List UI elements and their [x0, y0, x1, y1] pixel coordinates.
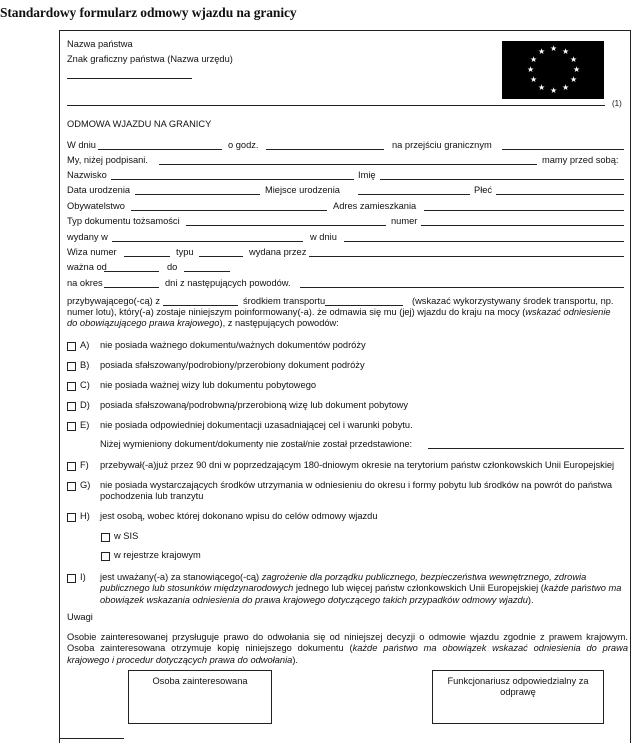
officer-signature-label: Funkcjonariusz odpowiedzialny za odprawę — [447, 676, 589, 698]
birth-date-field[interactable] — [135, 194, 260, 195]
nationality-label: Obywatelstwo — [67, 201, 125, 211]
doc-type-field[interactable] — [186, 225, 386, 226]
visa-number-label: Wiza numer — [67, 247, 117, 257]
reason-h-text: jest osobą, wobec której dokonano wpisu do celów odmowy wjazdu — [100, 511, 378, 521]
reason-g-checkbox[interactable] — [67, 482, 76, 491]
valid-from-label: ważna od — [67, 262, 107, 272]
reason-c-letter: C) — [80, 380, 90, 390]
form-title: ODMOWA WJAZDU NA GRANICY — [67, 119, 212, 129]
reason-b-text: posiada sfałszowany/podrobiony/przerobiony dokument podróży — [100, 360, 365, 370]
reason-c-text: nie posiada ważnej wizy lub dokumentu pobytowego — [100, 380, 317, 390]
we-signed-label: My, niżej podpisani. — [67, 155, 148, 165]
address-label: Adres zamieszkania — [333, 201, 417, 211]
reason-i-checkbox[interactable] — [67, 574, 76, 583]
reason-f-text: przebywał(-a)już przez 90 dni w poprzedzającym 180-dniowym okresie na terytorium państw członkowskich Unii Europejskiej — [100, 460, 615, 470]
reason-e-checkbox[interactable] — [67, 422, 76, 431]
to-field[interactable] — [184, 271, 230, 272]
reason-e-letter: E) — [80, 420, 90, 430]
issued-by-label: wydana przez — [249, 247, 307, 257]
person-signature-label: Osoba zainteresowana — [152, 676, 248, 686]
type-field[interactable] — [199, 256, 243, 257]
reason-g-letter: G) — [80, 480, 91, 490]
issued-in-label: wydany w — [67, 232, 108, 242]
date-label: W dniu — [67, 140, 96, 150]
sex-label: Płeć — [474, 185, 493, 195]
surname-label: Nazwisko — [67, 170, 107, 180]
before-us-label: mamy przed sobą: — [542, 155, 619, 165]
country-name-label: Nazwa państwa — [67, 39, 133, 49]
on-day-label: w dniu — [310, 232, 337, 242]
issued-by-field[interactable] — [309, 256, 624, 257]
reason-a-checkbox[interactable] — [67, 342, 76, 351]
name-field[interactable] — [380, 179, 624, 180]
officer-signature-box[interactable] — [432, 670, 604, 724]
reason-d-checkbox[interactable] — [67, 402, 76, 411]
date-field[interactable] — [98, 149, 222, 150]
crossing-label: na przejściu granicznym — [392, 140, 492, 150]
arrival-paragraph: numer lotu), który(-a) zostaje niniejszym poinformowany(-a). że odmawia się mu (jej) wjazdu do kraju na mocy (wskazać odniesienie do obowiązującego prawa krajowego), z następujących powodów: — [67, 307, 611, 329]
address-field[interactable] — [424, 210, 624, 211]
visa-number-field[interactable] — [124, 256, 170, 257]
footnote-rule — [60, 738, 124, 739]
period-label: na okres — [67, 278, 103, 288]
transport-label: środkiem transportu — [243, 296, 326, 306]
birth-date-label: Data urodzenia — [67, 185, 131, 195]
missing-docs-label: Niżej wymieniony dokument/dokumenty nie został/nie został przedstawione: — [100, 439, 413, 449]
on-day-field[interactable] — [344, 241, 624, 242]
valid-from-field[interactable] — [104, 271, 159, 272]
reason-d-letter: D) — [80, 400, 90, 410]
we-signed-field[interactable] — [159, 164, 537, 165]
appeal-paragraph: Osobie zainteresowanej przysługuje prawo do odwołania się od niniejszej decyzji o odmowie wjazdu zgodnie z prawem krajowym. Osoba zainteresowana otrzymuje kopię niniejszego dokumentu (każde państwo ma obowiązek wskazać odniesienia do prawa krajowego i procedur dotyczących prawa do odwołania). — [67, 632, 628, 665]
header-line — [67, 105, 605, 106]
reason-h-checkbox[interactable] — [67, 513, 76, 522]
reason-d-text: posiada sfałszowaną/podrobwną/przerobioną wizę lub dokument pobytowy — [100, 400, 409, 410]
remarks-label: Uwagi — [67, 612, 93, 622]
time-label: o godz. — [228, 140, 259, 150]
emblem-label: Znak graficzny państwa (Nazwa urzędu) — [67, 54, 233, 64]
reason-f-letter: F) — [80, 460, 89, 470]
reasons-field[interactable] — [300, 287, 624, 288]
birth-place-label: Miejsce urodzenia — [265, 185, 340, 195]
reason-a-text: nie posiada ważnego dokumentu/ważnych dokumentów podróży — [100, 340, 366, 350]
issued-in-field[interactable] — [112, 241, 303, 242]
number-label: numer — [391, 216, 418, 226]
reason-e-text: nie posiada odpowiedniej dokumentacji uzasadniającej cel i warunki pobytu. — [100, 420, 413, 430]
document-title: Standardowy formularz odmowy wjazdu na granicy — [0, 5, 297, 20]
name-label: Imię — [358, 170, 376, 180]
reason-b-letter: B) — [80, 360, 90, 370]
arrival-from-label: przybywającego(-cą) z — [67, 296, 161, 306]
period-field[interactable] — [104, 287, 159, 288]
arrival-from-field[interactable] — [163, 305, 238, 306]
emblem-line — [67, 78, 192, 79]
person-signature-box[interactable] — [128, 670, 272, 724]
sex-field[interactable] — [496, 194, 624, 195]
doc-type-label: Typ dokumentu tożsamości — [67, 216, 180, 226]
surname-field[interactable] — [111, 179, 354, 180]
reason-i-letter: I) — [80, 572, 86, 582]
time-field[interactable] — [266, 149, 384, 150]
reason-h-letter: H) — [80, 511, 90, 521]
sis-label: w SIS — [114, 531, 139, 541]
reason-i-text: jest uważany(-a) za stanowiącego(-cą) zagrożenie dla porządku publicznego, bezpieczeństwa wewnętrznego, zdrowia publicznego lub stosunków międzynarodowych jednego lub więcej państw członkowskich Unii Europejskiej (każde państwo ma obowiązek wskazania odniesienia do prawa krajowego dotyczącego takich przypadków odmowy wjazdu). — [100, 572, 622, 605]
reason-f-checkbox[interactable] — [67, 462, 76, 471]
transport-field[interactable] — [325, 305, 403, 306]
type-label: typu — [176, 247, 194, 257]
national-register-label: w rejestrze krajowym — [114, 550, 201, 560]
reason-c-checkbox[interactable] — [67, 382, 76, 391]
number-field[interactable] — [421, 225, 624, 226]
transport-hint: (wskazać wykorzystywany środek transportu, np. — [412, 296, 614, 306]
reason-b-checkbox[interactable] — [67, 362, 76, 371]
sis-checkbox[interactable] — [101, 533, 110, 542]
to-label: do — [167, 262, 178, 272]
nationality-field[interactable] — [131, 210, 327, 211]
crossing-field[interactable] — [502, 149, 624, 150]
birth-place-field[interactable] — [358, 194, 470, 195]
reason-g-text: nie posiada wystarczających środków utrzymania w odniesieniu do okresu i formy pobytu lub środków na powrót do państwa pochodzenia lub tranzytu — [100, 480, 613, 502]
footnote-ref: (1) — [612, 99, 622, 108]
reason-a-letter: A) — [80, 340, 90, 350]
eu-flag-icon: ★ ★ ★ ★ ★ ★ ★ ★ ★ ★ ★ ★ — [502, 41, 604, 99]
national-register-checkbox[interactable] — [101, 552, 110, 561]
missing-docs-field[interactable] — [428, 448, 624, 449]
days-reasons-label: dni z następujących powodów. — [165, 278, 291, 288]
